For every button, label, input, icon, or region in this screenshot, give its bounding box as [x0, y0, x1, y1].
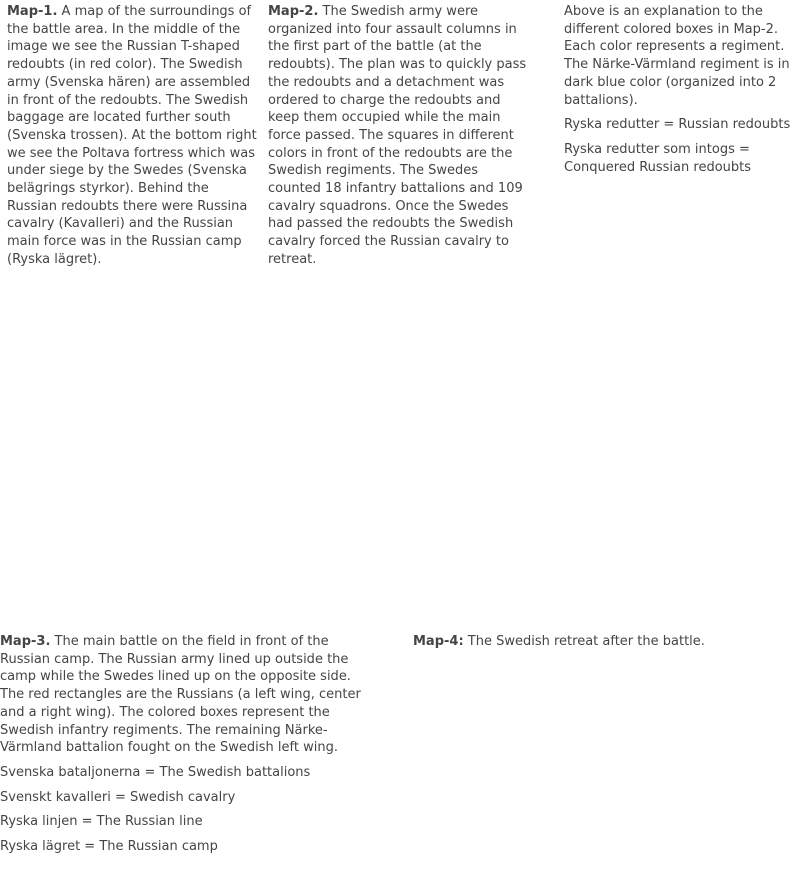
map3-legend-line: Svenska bataljonerna = The Swedish battalions	[0, 764, 311, 780]
map3-description	[0, 633, 372, 757]
map1-text: A map of the surroundings of the battle area. In the middle of the image we see the Russian T-shaped redoubts (in red color). The Swedish army (Svenska hären) are assembled in front of the redoubts. The Swedish baggage are located further south (Svenska trossen). At the bottom right we see the Poltava fortress which was under siege by the Swedes (Svenska belägrings styrkor). Behind the Russian redoubts there were Russina cavalry (Kavalleri) and the Russian main force was in the Russian camp (Ryska lägret).	[7, 4, 257, 267]
map4-label: Map-4:	[413, 634, 464, 649]
map1-description	[7, 3, 257, 269]
map3-caption	[0, 633, 372, 863]
map2-caption	[268, 3, 534, 276]
map4-caption	[413, 633, 773, 658]
map2-legend-line: Ryska redutter = Russian redoubts	[564, 117, 791, 133]
map3-legend-line: Ryska linjen = The Russian line	[0, 814, 203, 830]
map2-legend	[564, 3, 794, 183]
map2-legend-intro: Above is an explanation to the different colored boxes in Map-2. Each color represents a regiment. The Närke-Värmland regiment is in dark blue color (organized into 2 battalions).	[564, 4, 790, 108]
map3-legend-line: Svenskt kavalleri = Swedish cavalry	[0, 789, 236, 805]
map3-legend-line: Ryska lägret = The Russian camp	[0, 839, 218, 855]
map2-description	[268, 3, 534, 269]
map1-label: Map-1.	[7, 4, 58, 19]
map4-description	[413, 633, 773, 651]
map3-label: Map-3.	[0, 634, 51, 649]
map1-caption	[7, 3, 257, 276]
map2-text: The Swedish army were organized into four assault columns in the first part of the battle (at the redoubts). The plan was to quickly pass the redoubts and a detachment was ordered to charge the redoubts and keep them occupied while the main force passed. The squares in different colors in front of the redoubts are the Swedish regiments. The Swedes counted 18 infantry battalions and 109 cavalry squadrons. Once the Swedes had passed the redoubts the Swedish cavalry forced the Russian cavalry to retreat.	[268, 4, 527, 267]
map2-legend-line: Ryska redutter som intogs = Conquered Russian redoubts	[564, 141, 752, 175]
map3-text: The main battle on the field in front of the Russian camp. The Russian army lined up outside the camp while the Swedes lined up on the opposite side. The red rectangles are the Russians (a left wing, center and a right wing). The colored boxes represent the Swedish infantry regiments. The remaining Närke-Värmland battalion fought on the Swedish left wing.	[0, 634, 361, 756]
map4-text: The Swedish retreat after the battle.	[463, 634, 705, 649]
map2-label: Map-2.	[268, 4, 319, 19]
